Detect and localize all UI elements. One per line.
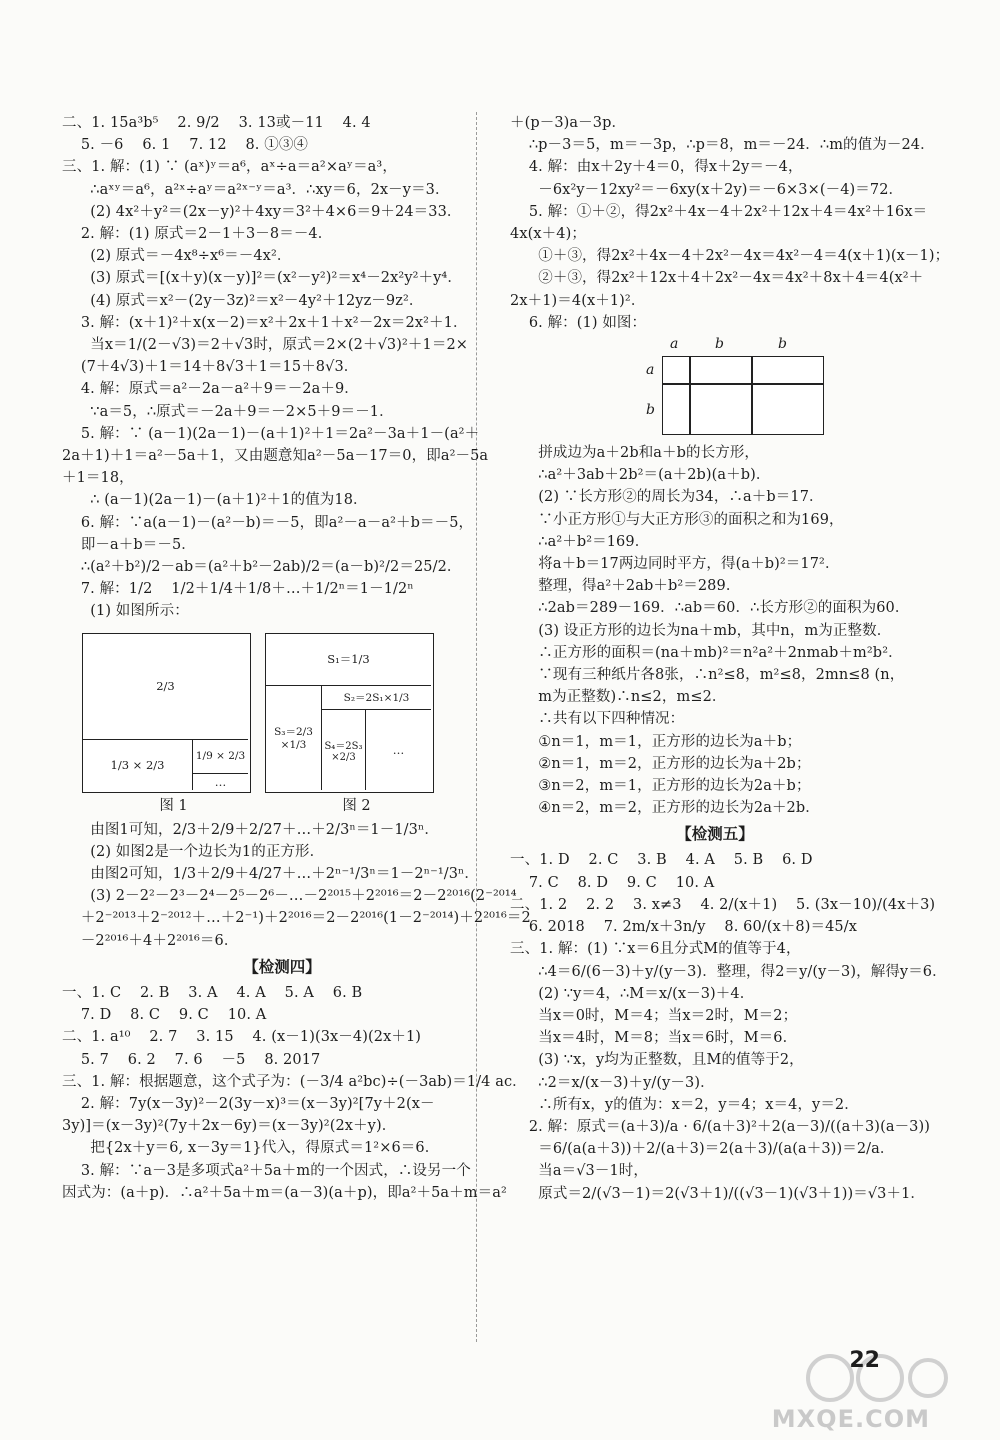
answer-line: 5. －6 6. 1 7. 12 8. ①③④ <box>62 137 309 154</box>
answer-line: 一、1. C 2. B 3. A 4. A 5. A 6. B <box>62 984 363 1001</box>
answer-line: 由图1可知，2/3＋2/9＋2/27＋…＋2/3ⁿ＝1－1/3ⁿ． <box>62 821 439 838</box>
section-title-4: 【检测四】 <box>243 957 321 976</box>
figure-1 <box>82 633 251 793</box>
fig1-dots: … <box>214 774 227 789</box>
answer-line: 当x＝1/(2－√3)＝2＋√3时，原式＝2×(2＋√3)²＋1＝2× <box>62 337 469 354</box>
answer-line: 3. 解：(x＋1)²＋x(x－2)＝x²＋2x＋1＋x²－2x＝2x²＋1． <box>62 314 468 331</box>
answer-line: 二、1. a¹⁰ 2. 7 3. 15 4. (x－1)(3x－4)(2x＋1) <box>62 1029 422 1046</box>
answer-line: ∴ (a－1)(2a－1)－(a＋1)²＋1的值为18． <box>62 492 368 509</box>
grid-line-v1 <box>689 357 691 434</box>
answer-line: (3) ∵x，y均为正整数，且M的值等于2， <box>510 1052 804 1069</box>
answer-line: 整理，得a²＋2ab＋b²＝289． <box>510 578 741 595</box>
answer-line: (2) ∵长方形②的周长为34，∴a＋b＝17． <box>510 489 824 506</box>
answer-line: (2) ∵y＝4，∴M＝x/(x－3)＋4． <box>510 985 755 1002</box>
answer-line: 将a＋b＝17两边同时平方，得(a＋b)²＝17²． <box>510 556 840 573</box>
rectangle-figure <box>510 336 920 438</box>
answer-line: (2) 原式＝－4x⁸÷x⁶＝－4x²． <box>62 248 292 265</box>
answer-line: 3. 解：∵a－3是多项式a²＋5a＋m的一个因式，∴设另一个 <box>62 1162 471 1179</box>
answer-line: 一、1. D 2. C 3. B 4. A 5. B 6. D <box>510 852 813 869</box>
answer-line: 当x＝0时，M＝4；当x＝2时，M＝2； <box>510 1007 798 1024</box>
answer-line: 4x(x＋4)； <box>510 226 586 243</box>
answer-line: 原式＝2/(√3－1)＝2(√3＋1)/((√3－1)(√3＋1))＝√3＋1． <box>510 1185 925 1202</box>
answer-line: 三、1. 解：(1) ∵ (aˣ)ʸ＝a⁶，aˣ÷a＝a²×aʸ＝a³， <box>62 159 397 176</box>
answers-block-4 <box>62 982 527 1204</box>
answer-line: ∴a²＋3ab＋2b²＝(a＋2b)(a＋b)． <box>510 467 771 484</box>
answer-line: ＋2⁻²⁰¹³＋2⁻²⁰¹²＋…＋2⁻¹)＋2²⁰¹⁶＝2－2²⁰¹⁶(1－2⁻²⁰¹⁴)＋2²⁰¹⁶＝2 <box>62 910 531 927</box>
fig2-s1: S₁＝1/3 <box>266 634 431 686</box>
answer-line: (3) 设正方形的边长为na＋mb，其中n，m为正整数． <box>510 622 892 639</box>
right-column <box>510 112 950 1205</box>
answer-line: ②n＝1，m＝2，正方形的边长为a＋2b； <box>510 755 811 772</box>
grid-label-side-b: b <box>646 402 655 419</box>
answer-line: (2) 4x²＋y²＝(2x－y)²＋4xy＝3²＋4×6＝9＋24＝33． <box>62 203 462 220</box>
answers-block-3 <box>62 112 502 623</box>
fig1-bottom-left: 1/3 × 2/3 <box>83 740 193 790</box>
answer-line: ∴2ab＝289－169．∴ab＝60．∴长方形②的面积为60． <box>510 600 910 617</box>
answer-line: ＝6/(a(a＋3))＋2/(a＋3)＝2(a＋3)/(a(a＋3))＝2/a． <box>510 1141 895 1158</box>
grid-label-top-b2: b <box>778 336 787 353</box>
answer-line: 把{2x＋y＝6, x－3y＝1}代入，得原式＝1²×6＝6． <box>62 1140 440 1157</box>
answer-line: ④n＝2，m＝2，正方形的边长为2a＋2b． <box>510 800 820 817</box>
figure-1-caption: 图 1 <box>159 797 188 814</box>
answer-line: 二、1. 2 2. 2 3. x≠3 4. 2/(x＋1) 5. (3x－10)/(4x＋3) <box>510 896 936 913</box>
figure-2-caption: 图 2 <box>342 797 371 814</box>
answer-line: 5. 解：①＋②，得2x²＋4x－4＋2x²＋12x＋4＝4x²＋16x＝ <box>510 203 928 220</box>
grid-line-v2 <box>751 357 753 434</box>
answer-line: 3y)]＝(x－3y)²(7y＋2x－6y)＝(x－3y)²(2x＋y)． <box>62 1118 397 1135</box>
left-column <box>62 112 531 1204</box>
answer-line: 当x＝4时，M＝8；当x＝6时，M＝6． <box>510 1030 798 1047</box>
answer-line: ∵小正方形①与大正方形③的面积之和为169， <box>510 511 844 528</box>
answer-line: 4. 解：由x＋2y＋4＝0，得x＋2y＝－4， <box>510 159 803 176</box>
answer-line: －2²⁰¹⁶＋4＋2²⁰¹⁶＝6． <box>62 932 239 949</box>
answer-line: ∴正方形的面积＝(na＋mb)²＝n²a²＋2nmab＋m²b²． <box>510 644 903 661</box>
answer-line: 6. 解：(1) 如图： <box>510 314 647 331</box>
answer-line: 7. C 8. D 9. C 10. A <box>510 874 715 891</box>
answer-line: 2x＋1)＝4(x＋1)²． <box>510 292 646 309</box>
answer-line: 当a＝√3－1时， <box>510 1163 648 1180</box>
answer-line: 6. 解：∵a(a－1)－(a²－b)＝－5，即a²－a－a²＋b＝－5， <box>62 514 474 531</box>
answer-line: (1) 如图所示： <box>62 603 189 620</box>
answer-line: 7. 解：1/2 1/2＋1/4＋1/8＋…＋1/2ⁿ＝1－1/2ⁿ <box>62 581 414 598</box>
fig2-s3: S₃＝2/3 ×1/3 <box>274 726 313 752</box>
answer-line: (7＋4√3)＋1＝14＋8√3＋1＝15＋8√3． <box>62 359 359 376</box>
answer-line: 5. 7 6. 2 7. 6 －5 8. 2017 <box>62 1051 321 1068</box>
answer-line: ＋1＝18， <box>62 470 134 487</box>
answers-block-3-cont <box>62 819 531 952</box>
answer-line: 2. 解：(1) 原式＝2－1＋3－8＝－4． <box>62 226 333 243</box>
fig1-bottom-right: 1/9 × 2/3 <box>193 740 248 774</box>
page-number: 22 <box>849 1348 880 1373</box>
answer-line: ∴p－3＝5，m＝－3p，∴p＝8，m＝－24．∴m的值为－24． <box>510 137 935 154</box>
grid-line-h1 <box>663 383 823 385</box>
answer-line: (3) 原式＝[(x＋y)(x－y)]²＝(x²－y²)²＝x⁴－2x²y²＋y⁴． <box>62 270 462 287</box>
answer-line: 6. 2018 7. 2m/x＋3n/y 8. 60/(x＋8)＝45/x <box>510 919 857 936</box>
watermark-text: MXQE.COM <box>771 1405 930 1433</box>
answer-line: ∴a²＋b²＝169． <box>510 533 650 550</box>
answer-line: ＋(p－3)a－3p． <box>510 115 627 131</box>
grid-label-top-b1: b <box>715 336 724 353</box>
answer-line: 拼成边为a＋2b和a＋b的长方形， <box>510 445 760 462</box>
answer-line: ③n＝2，m＝1，正方形的边长为2a＋b； <box>510 778 811 795</box>
fig2-dots: … <box>392 742 405 757</box>
answer-line: m为正整数)∴n≤2，m≤2． <box>510 689 727 706</box>
grid-label-top-a: a <box>670 336 679 353</box>
answer-line: ∴(a²＋b²)/2－ab＝(a²＋b²－2ab)/2＝(a－b)²/2＝25/2． <box>62 559 462 576</box>
fig2-s2: S₂＝2S₁×1/3 <box>321 686 431 710</box>
answer-line: 因式为：(a＋p)．∴a²＋5a＋m＝(a－3)(a＋p)，即a²＋5a＋m＝a² <box>62 1184 507 1201</box>
answers-block-5 <box>510 849 947 1204</box>
answer-line: 5. 解：∵ (a－1)(2a－1)－(a＋1)²＋1＝2a²－3a＋1－(a²＋ <box>62 425 480 442</box>
grid-rectangle <box>662 356 824 435</box>
answer-line: 2. 解：7y(x－3y)²－2(3y－x)³＝(x－3y)²[7y＋2(x－ <box>62 1095 435 1112</box>
answer-line: ∴4＝6/(6－3)＋y/(y－3)．整理，得2＝y/(y－3)，解得y＝6． <box>510 963 947 980</box>
answer-line: －6x²y－12xy²＝－6xy(x＋2y)＝－6×3×(－4)＝72． <box>510 181 904 198</box>
answer-line: 2. 解：原式＝(a＋3)/a · 6/(a＋3)²＋2(a－3)/((a＋3)(a－3)) <box>510 1118 931 1135</box>
answer-line: ∵现有三种纸片各8张，∴n²≤8，m²≤8，2mn≤8 (n， <box>510 667 905 684</box>
answer-line: 即－a＋b＝－5． <box>62 536 196 553</box>
fig2-s4: S₄＝2S₃ ×2/3 <box>321 710 366 790</box>
answers-block-4-cont <box>510 112 950 334</box>
answer-line: 4. 解：原式＝a²－2a－a²＋9＝－2a＋9． <box>62 381 359 398</box>
fig1-big-rect: 2/3 <box>83 634 248 740</box>
answer-line: 2a＋1)＋1＝a²－5a＋1，又由题意知a²－5a－17＝0，即a²－5a <box>62 448 489 465</box>
answer-line: 由图2可知，1/3＋2/9＋4/27＋…＋2ⁿ⁻¹/3ⁿ＝1－2ⁿ⁻¹/3ⁿ． <box>62 866 480 883</box>
answers-block-4-q6 <box>510 442 920 819</box>
figure-row <box>82 633 502 793</box>
answer-line: ①n＝1，m＝1，正方形的边长为a＋b； <box>510 733 802 750</box>
answer-line: ∴共有以下四种情况： <box>510 711 685 728</box>
answer-line: 三、1. 解：(1) ∵x＝6且分式M的值等于4， <box>510 941 801 958</box>
answer-line: 7. D 8. C 9. C 10. A <box>62 1007 267 1024</box>
answer-line: ∴2＝x/(x－3)＋y/(y－3)． <box>510 1074 715 1091</box>
figure-captions <box>82 793 502 819</box>
answer-line: (2) 如图2是一个边长为1的正方形． <box>62 843 325 860</box>
answer-line: ∴aˣʸ＝a⁶，a²ˣ÷aʸ＝a²ˣ⁻ʸ＝a³．∴xy＝6，2x－y＝3． <box>62 181 450 198</box>
figure-2 <box>265 633 434 793</box>
answer-line: 三、1. 解：根据题意，这个式子为：(－3/4 a²bc)÷(－3ab)＝1/4 ac． <box>62 1073 527 1090</box>
section-title-5: 【检测五】 <box>676 825 754 844</box>
answer-line: ∵a＝5，∴原式＝－2a＋9＝－2×5＋9＝－1． <box>62 403 394 420</box>
answer-line: ①＋③，得2x²＋4x－4＋2x²－4x＝4x²－4＝4(x＋1)(x－1)； <box>510 248 950 265</box>
answer-line: ②＋③，得2x²＋12x＋4＋2x²－4x＝4x²＋8x＋4＝4(x²＋ <box>510 270 924 287</box>
answer-line: 二、1. 15a³b⁵ 2. 9/2 3. 13或－11 4. 4 <box>62 115 371 131</box>
answer-line: ∴所有x，y的值为：x＝2，y＝4；x＝4，y＝2． <box>510 1096 859 1113</box>
grid-label-side-a: a <box>646 362 655 379</box>
answer-line: (4) 原式＝x²－(2y－3z)²＝x²－4y²＋12yz－9z²． <box>62 292 424 309</box>
answer-line: (3) 2－2²－2³－2⁴－2⁵－2⁶－…－2²⁰¹⁵＋2²⁰¹⁶＝2－2²⁰¹⁶(2⁻²⁰¹⁴ <box>62 888 517 905</box>
